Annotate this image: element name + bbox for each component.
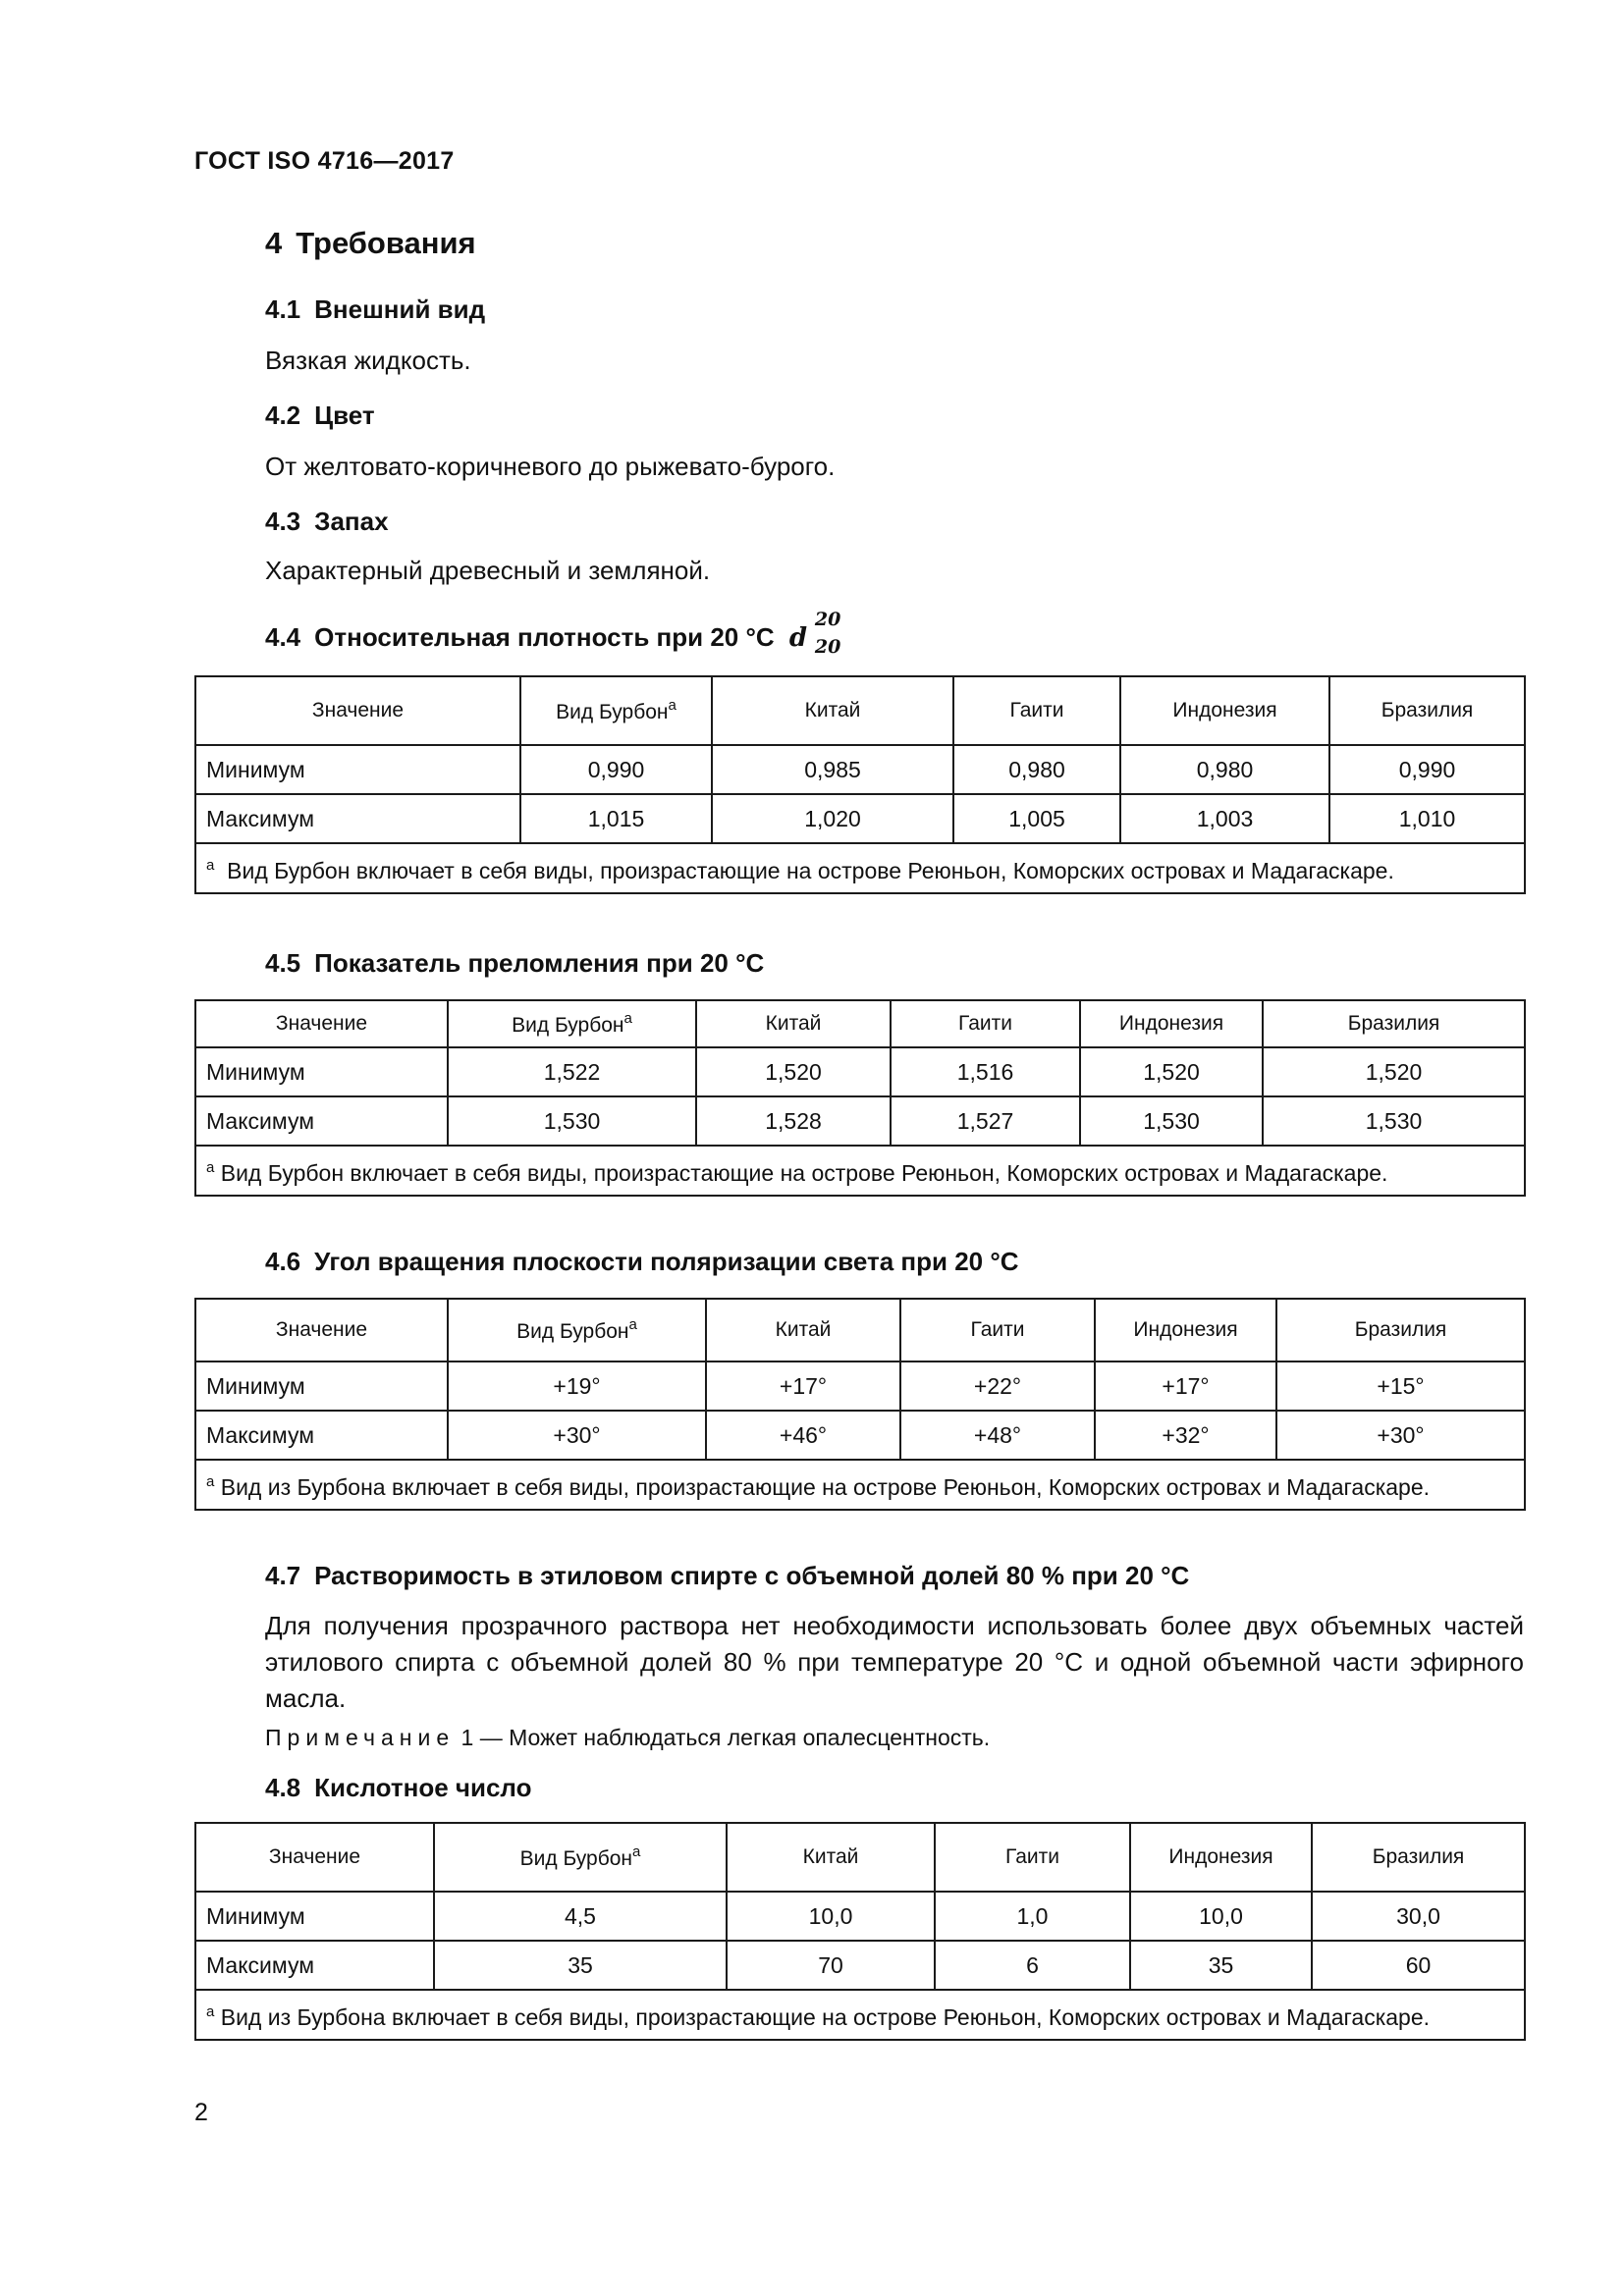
table-cell: 1,516 [891,1047,1080,1096]
subsection-number: 4.7 [265,1561,301,1590]
subsection-number: 4.1 [265,294,301,324]
table-cell: 4,5 [434,1892,727,1941]
table-cell: 1,528 [696,1096,891,1146]
table-cell: 1,527 [891,1096,1080,1146]
table-header-row [195,1299,1525,1362]
table-cell: 1,520 [696,1047,891,1096]
page-number: 2 [194,2099,208,2126]
paragraph-4-2: От желтовато-коричневого до рыжевато-бурого. [265,452,836,481]
row-label: Максимум [195,1941,434,1990]
subsection-title: Угол вращения плоскости поляризации света при 20 °C [314,1247,1019,1276]
table-footnote-row [195,1146,1525,1196]
table-cell: 10,0 [1130,1892,1312,1941]
subsection-title: Относительная плотность при 20 °C [314,622,775,652]
subsection-title: Кислотное число [314,1773,532,1802]
table-cell: 1,522 [448,1047,696,1096]
header-bourbon: Вид Бурбон$^a$ [520,676,712,745]
header-value: Значение [195,1000,448,1047]
table-cell: 1,005 [953,794,1120,843]
header-haiti: Гаити [935,1823,1130,1892]
density-symbol: d 20 20 [788,609,841,658]
section-heading [265,226,476,261]
row-label: Максимум [195,794,520,843]
table-row [195,794,1525,843]
table-cell: 0,990 [520,745,712,794]
row-label: Минимум [195,1362,448,1411]
subsection-number: 4.6 [265,1247,301,1276]
header-haiti: Гаити [900,1299,1095,1362]
table-acid-value [194,1822,1526,2041]
row-label: Максимум [195,1411,448,1460]
table-cell: 35 [1130,1941,1312,1990]
subsection-number: 4.5 [265,948,301,978]
header-china: Китай [727,1823,935,1892]
table-row [195,1096,1525,1146]
paragraph-4-7: Для получения прозрачного раствора нет необходимости использовать более двух объемных частей этилового спирта с объемной долей 80 % при температуре 20 °C и одной объемной части эфирного масла. [265,1611,1524,1713]
header-indonesia: Индонезия [1080,1000,1263,1047]
table-header-row [195,676,1525,745]
table-cell: 1,520 [1080,1047,1263,1096]
table-cell: 1,015 [520,794,712,843]
row-label: Минимум [195,745,520,794]
subsection-title: Внешний вид [314,294,486,324]
table-footnote: $^a$ Вид Бурбон включает в себя виды, произрастающие на острове Реюньон, Коморских островах и Мадагаскаре. [195,843,1525,893]
subsection-heading-4-8 [265,1773,531,1803]
table-cell: +46° [706,1411,900,1460]
table-row [195,1362,1525,1411]
table-cell: +48° [900,1411,1095,1460]
subsection-heading-4-6 [265,1247,1019,1277]
table-cell: +32° [1095,1411,1276,1460]
table-footnote-row [195,1990,1525,2040]
header-haiti: Гаити [953,676,1120,745]
header-bourbon: Вид Бурбон$^a$ [448,1299,706,1362]
header-brazil: Бразилия [1329,676,1525,745]
table-cell: 1,530 [448,1096,696,1146]
header-indonesia: Индонезия [1120,676,1329,745]
table-cell: 0,980 [1120,745,1329,794]
note-text: 1 — Может наблюдаться легкая опалесцентность. [455,1725,991,1750]
row-label: Минимум [195,1047,448,1096]
table-header-row [195,1823,1525,1892]
header-haiti: Гаити [891,1000,1080,1047]
subsection-heading-4-4 [265,609,841,658]
subsection-heading-4-7 [265,1561,1189,1591]
table-cell: +19° [448,1362,706,1411]
table-cell: 1,530 [1080,1096,1263,1146]
header-indonesia: Индонезия [1095,1299,1276,1362]
table-cell: +17° [1095,1362,1276,1411]
table-row [195,1941,1525,1990]
table-cell: 6 [935,1941,1130,1990]
subsection-number: 4.4 [265,622,301,652]
subsection-heading-4-3 [265,507,389,537]
table-relative-density [194,675,1526,894]
table-cell: +22° [900,1362,1095,1411]
table-cell: 70 [727,1941,935,1990]
table-cell: 0,985 [712,745,953,794]
header-value: Значение [195,1299,448,1362]
subsection-heading-4-5 [265,948,764,979]
table-cell: +17° [706,1362,900,1411]
subsection-heading-4-2 [265,400,375,431]
table-cell: 0,980 [953,745,1120,794]
section-title: Требования [296,226,476,260]
table-cell: +30° [1276,1411,1525,1460]
document-header: ГОСТ ISO 4716—2017 [194,147,455,175]
table-cell: 1,010 [1329,794,1525,843]
header-brazil: Бразилия [1263,1000,1525,1047]
subsection-title: Запах [314,507,389,536]
header-china: Китай [696,1000,891,1047]
header-bourbon: Вид Бурбон$^a$ [434,1823,727,1892]
note-label: Примечание [265,1725,456,1750]
table-row [195,745,1525,794]
table-cell: +30° [448,1411,706,1460]
header-china: Китай [712,676,953,745]
header-china: Китай [706,1299,900,1362]
table-cell: 30,0 [1312,1892,1525,1941]
header-value: Значение [195,1823,434,1892]
header-indonesia: Индонезия [1130,1823,1312,1892]
row-label: Минимум [195,1892,434,1941]
header-bourbon: Вид Бурбон$^a$ [448,1000,696,1047]
header-brazil: Бразилия [1276,1299,1525,1362]
table-cell: 60 [1312,1941,1525,1990]
table-cell: 1,0 [935,1892,1130,1941]
table-refractive-index [194,999,1526,1197]
table-cell: 1,520 [1263,1047,1525,1096]
header-brazil: Бразилия [1312,1823,1525,1892]
table-footnote: $^a$ Вид из Бурбона включает в себя виды, произрастающие на острове Реюньон, Коморских островах и Мадагаскаре. [195,1990,1525,2040]
table-cell: 1,003 [1120,794,1329,843]
subsection-title: Растворимость в этиловом спирте с объемной долей 80 % при 20 °C [314,1561,1190,1590]
table-cell: 10,0 [727,1892,935,1941]
table-cell: 0,990 [1329,745,1525,794]
note [265,1725,990,1751]
table-row [195,1892,1525,1941]
table-cell: 1,530 [1263,1096,1525,1146]
subsection-number: 4.2 [265,400,301,430]
paragraph-4-1: Вязкая жидкость. [265,346,471,375]
paragraph-4-3: Характерный древесный и земляной. [265,556,711,585]
subsection-heading-4-1 [265,294,485,325]
subsection-title: Цвет [314,400,375,430]
table-row [195,1047,1525,1096]
table-cell: 1,020 [712,794,953,843]
section-number: 4 [265,226,283,260]
table-footnote: $^a$ Вид из Бурбона включает в себя виды, произрастающие на острове Реюньон, Коморских островах и Мадагаскаре. [195,1460,1525,1510]
table-optical-rotation [194,1298,1526,1511]
table-header-row [195,1000,1525,1047]
header-value: Значение [195,676,520,745]
table-footnote: $^a$ Вид Бурбон включает в себя виды, произрастающие на острове Реюньон, Коморских островах и Мадагаскаре. [195,1146,1525,1196]
subsection-number: 4.3 [265,507,301,536]
table-footnote-row [195,1460,1525,1510]
table-cell: +15° [1276,1362,1525,1411]
row-label: Максимум [195,1096,448,1146]
table-footnote-row [195,843,1525,893]
table-cell: 35 [434,1941,727,1990]
subsection-number: 4.8 [265,1773,301,1802]
subsection-title: Показатель преломления при 20 °C [314,948,765,978]
table-row [195,1411,1525,1460]
